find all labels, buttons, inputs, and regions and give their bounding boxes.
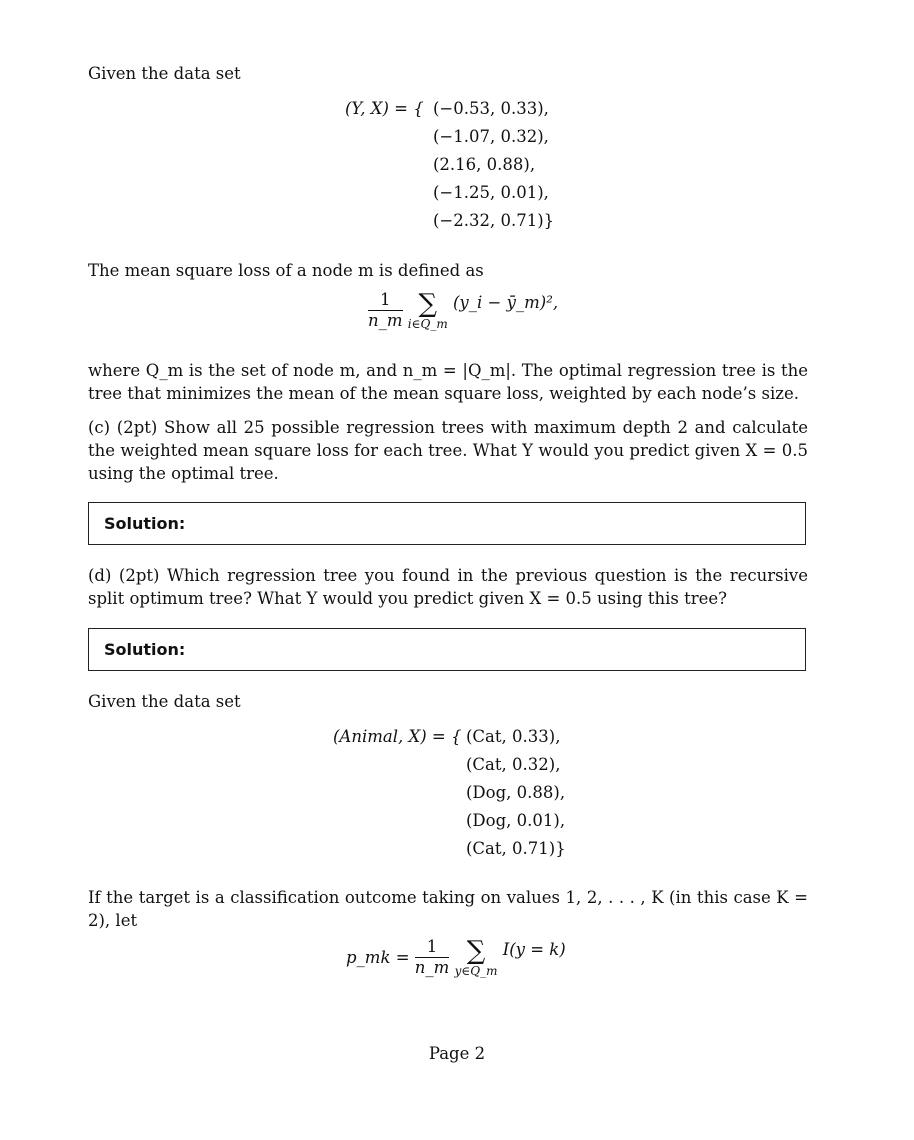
pmk-summation — [454, 935, 498, 978]
loss-denominator: n_m — [368, 311, 403, 330]
pmk-fraction — [415, 937, 450, 978]
dataset-1-lhs: (Y, X) = { — [345, 99, 424, 118]
loss-fraction — [368, 290, 403, 331]
pmk-sum-index: y∈Q_m — [454, 963, 498, 978]
dataset-2-row: (Cat, 0.32), — [466, 755, 561, 774]
dataset-1-row: (−1.25, 0.01), — [433, 183, 549, 202]
question-d: (d) (2pt) Which regression tree you found in the previous question is the recursive split optimum tree? What Y would you predict given X = 0.5 using this tree? — [88, 566, 808, 608]
question-c: (c) (2pt) Show all 25 possible regression trees with maximum depth 2 and calculate the weighted mean square loss for each tree. What Y would you predict given X = 0.5 using the optimal tree. — [88, 418, 808, 483]
dataset-2-lhs: (Animal, X) = { — [333, 727, 462, 746]
loss-formula — [368, 290, 558, 331]
summation-icon: ∑ — [466, 935, 486, 966]
page-number: Page 2 — [428, 1044, 486, 1063]
loss-intro-text: The mean square loss of a node m is defined as — [88, 261, 484, 280]
solution-box-1 — [88, 502, 806, 545]
summation-icon: ∑ — [418, 288, 438, 319]
intro-text-2: Given the data set — [88, 692, 241, 711]
where-paragraph: where Q_m is the set of node m, and n_m = |Q_m|. The optimal regression tree is the tree that minimizes the mean of the mean square loss, weighted by each node’s size. — [88, 361, 808, 403]
classification-paragraph: If the target is a classification outcome taking on values 1, 2, . . . , K (in this case K = 2), let — [88, 888, 808, 930]
loss-sum-index: i∈Q_m — [407, 316, 448, 331]
solution-label: Solution: — [104, 514, 186, 533]
pmk-formula — [346, 937, 566, 978]
loss-summation — [407, 288, 448, 331]
loss-numerator: 1 — [368, 290, 403, 311]
dataset-2-row: (Cat, 0.33), — [466, 727, 561, 746]
dataset-2-row: (Dog, 0.88), — [466, 783, 566, 802]
dataset-2-row: (Cat, 0.71)} — [466, 839, 566, 858]
dataset-1-row: (−1.07, 0.32), — [433, 127, 549, 146]
pmk-body: I(y = k) — [502, 940, 566, 959]
solution-label: Solution: — [104, 640, 186, 659]
pmk-numerator: 1 — [415, 937, 450, 958]
intro-text-1: Given the data set — [88, 64, 241, 83]
pmk-denominator: n_m — [414, 958, 450, 977]
dataset-1-row: (2.16, 0.88), — [433, 155, 536, 174]
loss-body: (y_i − ȳ_m)², — [452, 293, 559, 312]
solution-box-2 — [88, 628, 806, 671]
dataset-2-row: (Dog, 0.01), — [466, 811, 566, 830]
dataset-1-row: (−2.32, 0.71)} — [433, 211, 555, 230]
pmk-lhs: p_mk = — [346, 948, 410, 967]
dataset-1-row: (−0.53, 0.33), — [433, 99, 549, 118]
